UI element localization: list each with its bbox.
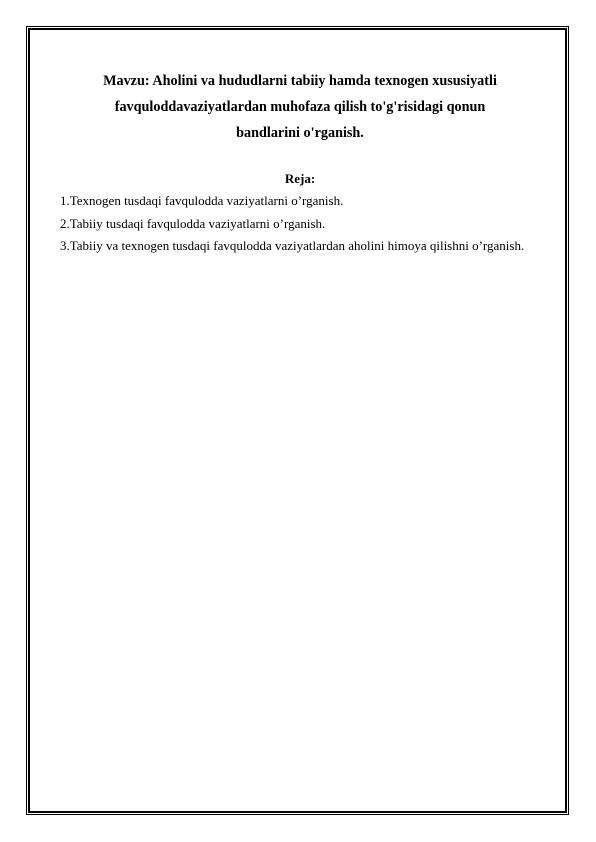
plan-list xyxy=(60,190,540,258)
plan-item-1: 1.Texnogen tusdaqi favqulodda vaziyatlarni o’rganish. xyxy=(60,193,344,208)
document-title xyxy=(60,68,540,146)
title-line-2: favquloddavaziyatlardan muhofaza qilish to'g'risidagi qonun xyxy=(114,99,486,115)
plan-item-3: 3.Tabiiy va texnogen tusdaqi favqulodda vaziyatlardan aholini himoya qilishni o’rganish. xyxy=(60,238,525,253)
page-border-inner xyxy=(29,29,566,812)
plan-heading: Reja: xyxy=(284,171,316,186)
plan-item-2: 2.Tabiiy tusdaqi favqulodda vaziyatlarni o’rganish. xyxy=(60,215,326,231)
title-line-3: bandlarini o'rganish. xyxy=(236,125,364,141)
title-line-1: Mavzu: Aholini va hududlarni tabiiy hamda texnogen xususiyatli xyxy=(103,73,497,89)
